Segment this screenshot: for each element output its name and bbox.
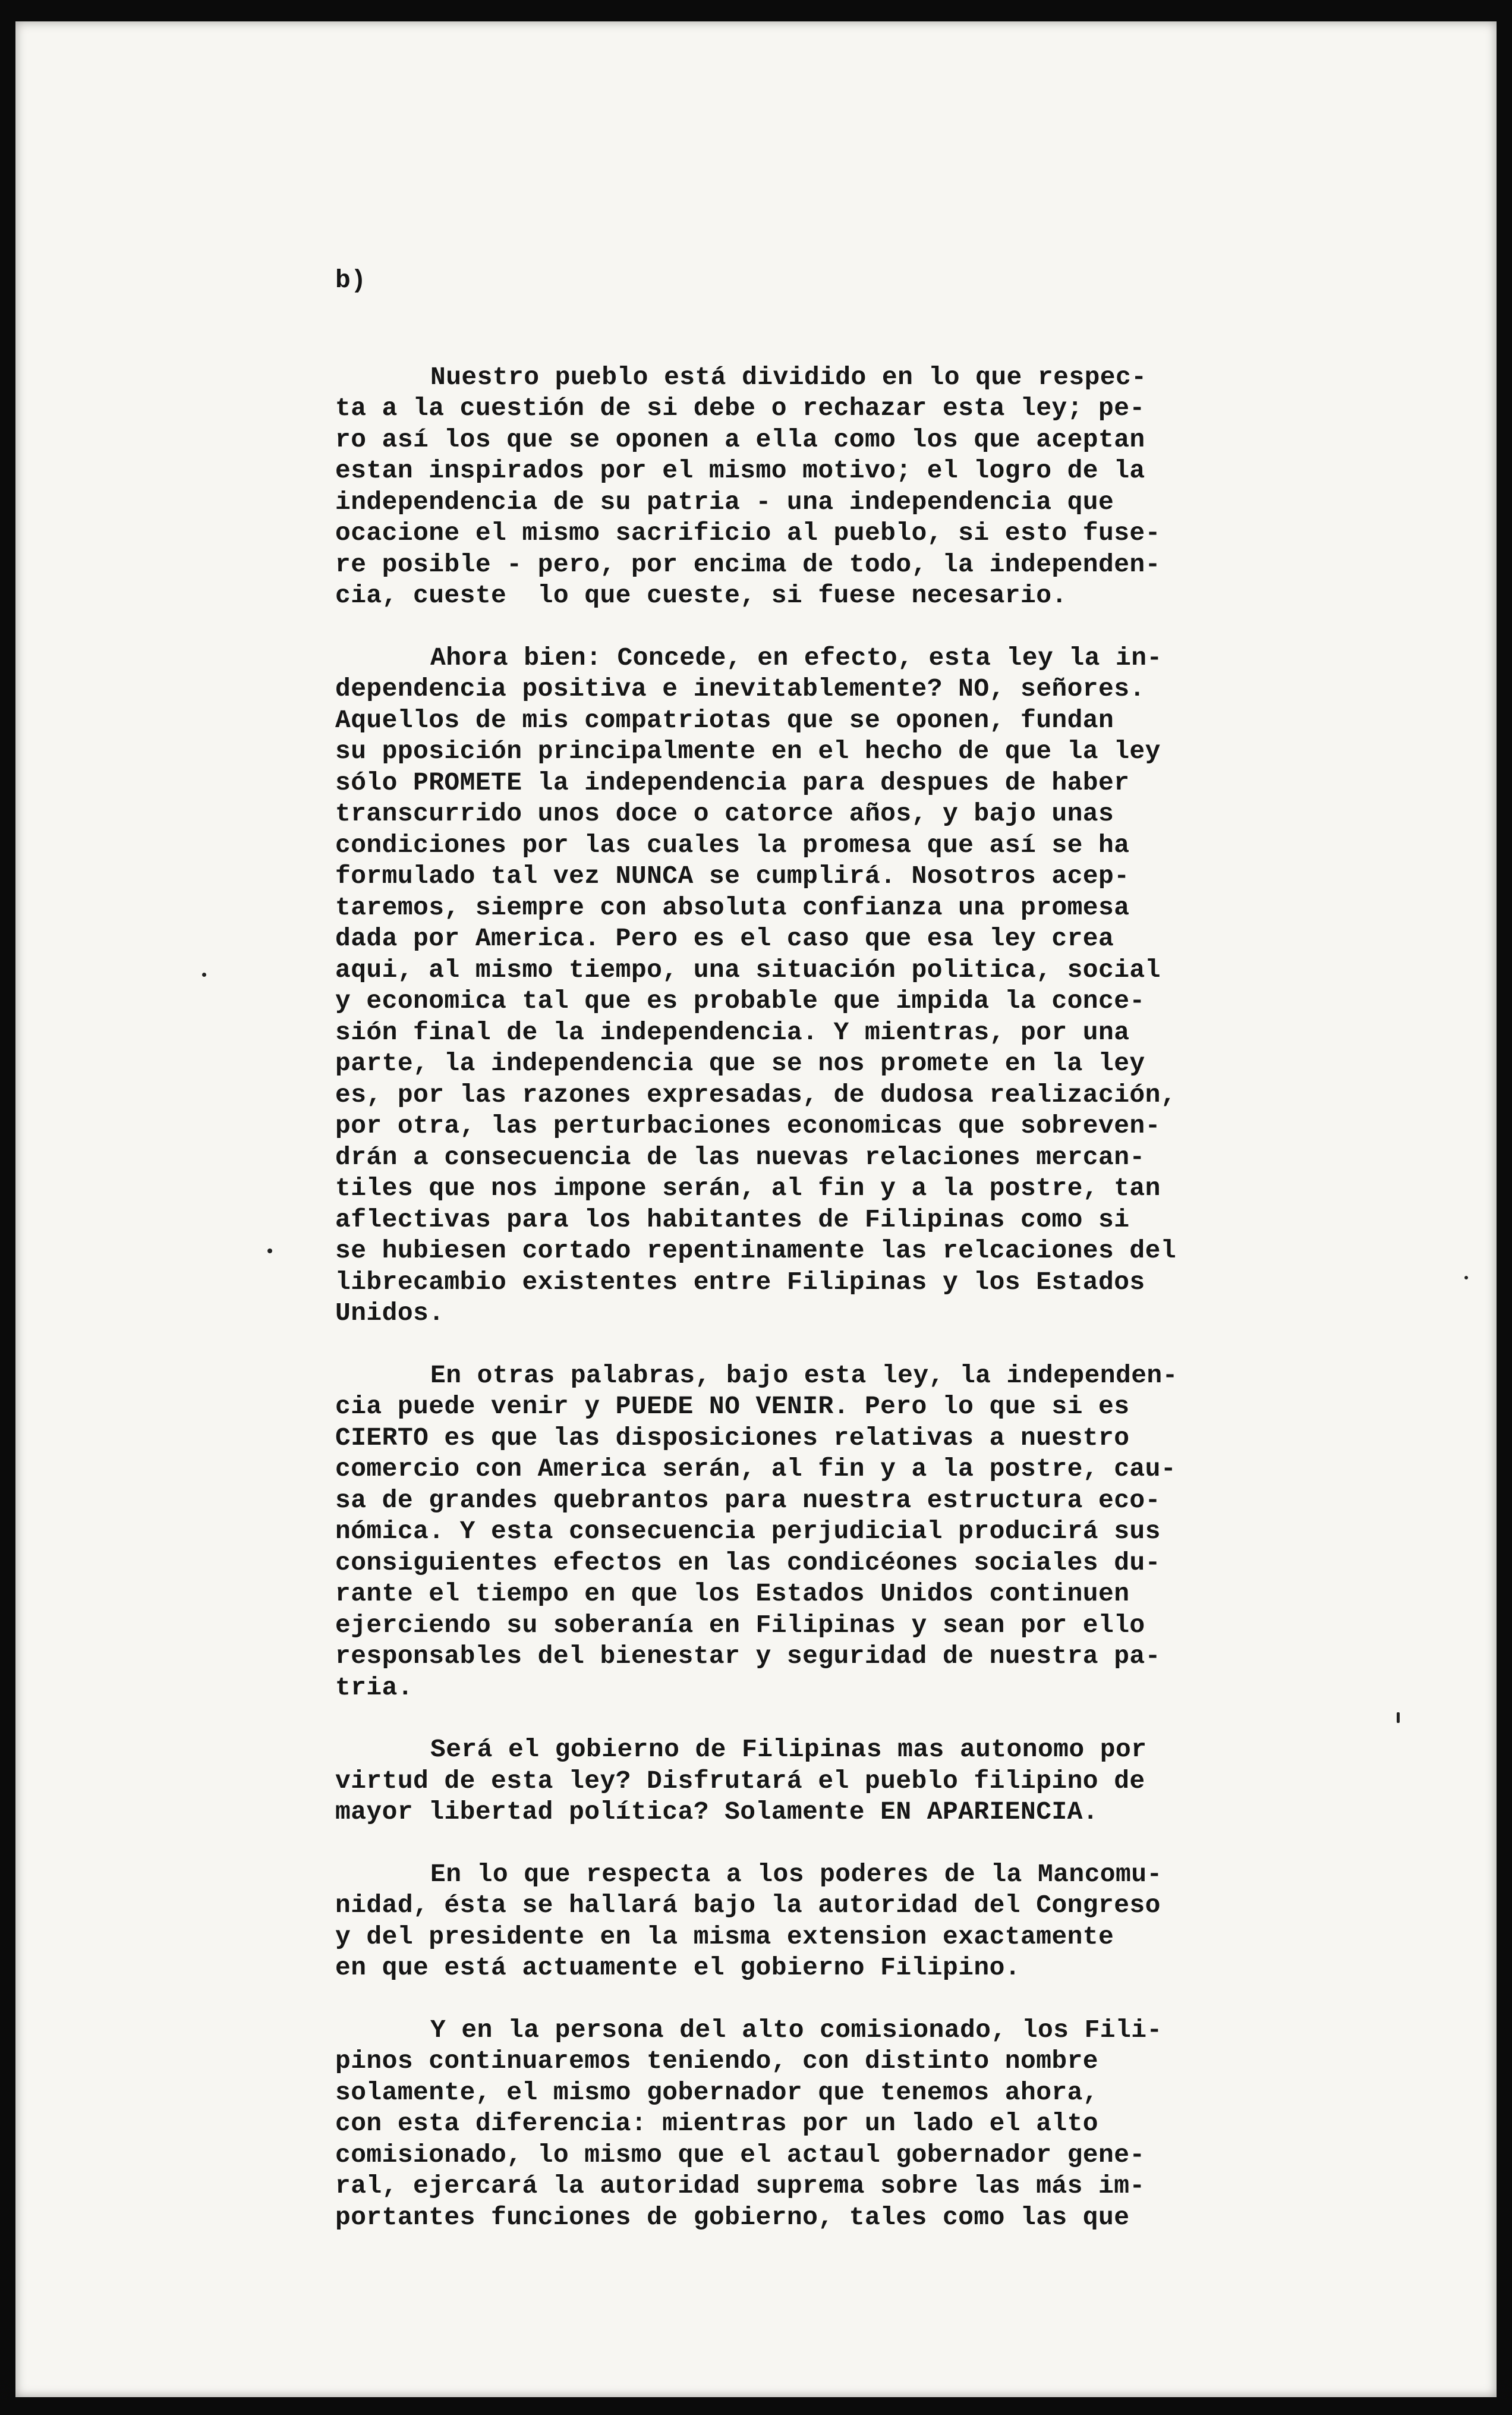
- text-line: cia, cueste lo que cueste, si fuese necesario.: [335, 581, 1067, 610]
- text-line: sólo PROMETE la independencia para despues de haber: [335, 768, 1130, 797]
- text-line: cia puede venir y PUEDE NO VENIR. Pero lo que si es: [335, 1392, 1130, 1421]
- text-line: sión final de la independencia. Y mientras, por una: [335, 1017, 1130, 1047]
- text-line: aqui, al mismo tiempo, una situación politica, social: [335, 955, 1161, 985]
- text-line: parte, la independencia que se nos promete en la ley: [335, 1049, 1145, 1078]
- text-line: su pposición principalmente en el hecho de que la ley: [335, 737, 1161, 766]
- text-line: y del presidente en la misma extension exactamente: [335, 1922, 1114, 1951]
- dust-speck: [267, 1249, 272, 1253]
- text-line: solamente, el mismo gobernador que tenemos ahora,: [335, 2077, 1099, 2107]
- text-line: por otra, las perturbaciones economicas que sobreven-: [335, 1111, 1161, 1140]
- text-line: comisionado, lo mismo que el actaul gobernador gene-: [335, 2140, 1145, 2169]
- dust-speck: [1397, 1712, 1400, 1723]
- text-line: es, por las razones expresadas, de dudosa realización,: [335, 1080, 1177, 1109]
- text-line: rante el tiempo en que los Estados Unidos continuen: [335, 1579, 1130, 1608]
- text-line: ejerciendo su soberanía en Filipinas y sean por ello: [335, 1610, 1145, 1640]
- text-line: En otras palabras, bajo esta ley, la independen-: [430, 1360, 1178, 1390]
- text-line: Unidos.: [335, 1298, 445, 1328]
- paragraph: [335, 1734, 1316, 1828]
- text-line: Ahora bien: Concede, en efecto, esta ley la in-: [430, 643, 1163, 672]
- text-line: consiguientes efectos en las condicéones sociales du-: [335, 1548, 1161, 1577]
- text-line: Aquellos de mis compatriotas que se oponen, fundan: [335, 705, 1114, 735]
- text-line: re posible - pero, por encima de todo, la independen-: [335, 549, 1161, 579]
- text-line: portantes funciones de gobierno, tales como las que: [335, 2202, 1130, 2232]
- text-line: independencia de su patria - una independencia que: [335, 487, 1114, 517]
- text-line: CIERTO es que las disposiciones relativas a nuestro: [335, 1423, 1130, 1452]
- paragraph: [335, 362, 1316, 612]
- text-line: aflectivas para los habitantes de Filipinas como si: [335, 1205, 1130, 1234]
- text-line: formulado tal vez NUNCA se cumplirá. Nosotros acep-: [335, 861, 1130, 891]
- section-marker: b): [335, 266, 367, 295]
- text-line: Será el gobierno de Filipinas mas autonomo por: [430, 1735, 1147, 1764]
- text-line: Nuestro pueblo está dividido en lo que respec-: [430, 362, 1147, 392]
- dust-speck: [1464, 1276, 1468, 1279]
- text-line: estan inspirados por el mismo motivo; el logro de la: [335, 456, 1145, 485]
- paragraph-container: [335, 362, 1316, 2234]
- text-line: tria.: [335, 1672, 414, 1702]
- paragraph: [335, 1360, 1316, 1704]
- text-line: dependencia positiva e inevitablemente? NO, señores.: [335, 674, 1145, 703]
- text-line: Y en la persona del alto comisionado, los Fili-: [430, 2015, 1163, 2045]
- text-line: en que está actuamente el gobierno Filipino.: [335, 1953, 1020, 1982]
- paragraph: [335, 1859, 1316, 1984]
- paragraph: [335, 643, 1316, 1329]
- text-line: transcurrido unos doce o catorce años, y bajo unas: [335, 799, 1114, 828]
- text-line: y economica tal que es probable que impida la conce-: [335, 986, 1145, 1015]
- text-line: nidad, ésta se hallará bajo la autoridad del Congreso: [335, 1891, 1161, 1920]
- text-line: drán a consecuencia de las nuevas relaciones mercan-: [335, 1142, 1145, 1172]
- text-line: pinos continuaremos teniendo, con distinto nombre: [335, 2046, 1099, 2076]
- text-line: En lo que respecta a los poderes de la Mancomu-: [430, 1859, 1163, 1889]
- text-line: nómica. Y esta consecuencia perjudicial producirá sus: [335, 1517, 1161, 1546]
- text-line: virtud de esta ley? Disfrutará el pueblo filipino de: [335, 1766, 1145, 1795]
- text-line: con esta diferencia: mientras por un lado el alto: [335, 2109, 1099, 2138]
- text-line: condiciones por las cuales la promesa que así se ha: [335, 830, 1130, 860]
- text-line: responsables del bienestar y seguridad de nuestra pa-: [335, 1642, 1161, 1671]
- typewritten-text: [335, 265, 1316, 2264]
- text-line: taremos, siempre con absoluta confianza una promesa: [335, 892, 1130, 922]
- text-line: ta a la cuestión de si debe o rechazar esta ley; pe-: [335, 394, 1145, 423]
- text-line: comercio con America serán, al fin y a la postre, cau-: [335, 1454, 1177, 1483]
- text-line: dada por America. Pero es el caso que esa ley crea: [335, 924, 1114, 953]
- text-line: sa de grandes quebrantos para nuestra estructura eco-: [335, 1485, 1161, 1515]
- text-line: ro así los que se oponen a ella como los que aceptan: [335, 424, 1145, 454]
- text-line: ral, ejercará la autoridad suprema sobre las más im-: [335, 2171, 1145, 2200]
- paragraph: [335, 2015, 1316, 2234]
- text-line: ocacione el mismo sacrificio al pueblo, si esto fuse-: [335, 518, 1161, 548]
- text-line: se hubiesen cortado repentinamente las relcaciones del: [335, 1236, 1177, 1265]
- document-page: [15, 21, 1497, 2397]
- text-line: tiles que nos impone serán, al fin y a la postre, tan: [335, 1174, 1161, 1203]
- text-line: mayor libertad política? Solamente EN APARIENCIA.: [335, 1797, 1099, 1826]
- text-line: librecambio existentes entre Filipinas y los Estados: [335, 1267, 1145, 1297]
- dust-speck: [202, 973, 206, 977]
